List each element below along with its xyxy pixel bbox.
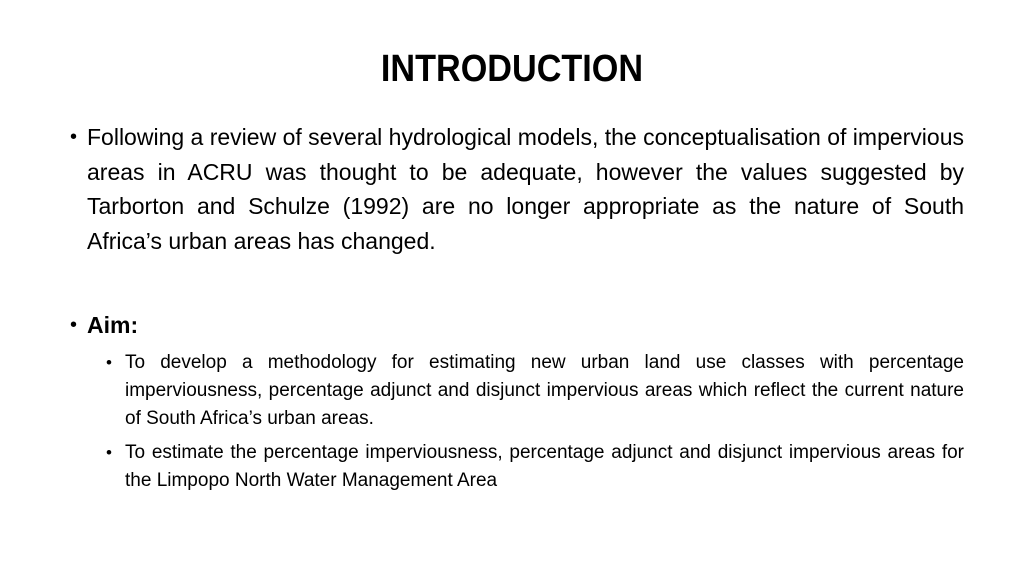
aim-label: Aim: [87, 312, 139, 338]
intro-bullet [70, 120, 964, 258]
slide-title: INTRODUCTION [380, 48, 644, 90]
intro-paragraph: Following a review of several hydrological models, the conceptualisation of impervious areas in ACRU was thought to be adequate, however the values suggested by Tarborton and Schulze (1992) are no longer appropriate as the nature of South Africa’s urban areas has changed. [87, 124, 964, 254]
aim-section [70, 308, 964, 495]
aim-item-text: To estimate the percentage imperviousness, percentage adjunct and disjunct impervious areas for the Limpopo North Water Management Area [125, 441, 964, 491]
bullet-icon: • [70, 126, 78, 148]
aim-item-text: To develop a methodology for estimating new urban land use classes with percentage imperviousness, percentage adjunct and disjunct impervious areas which reflect the current nature of South Africa’s urban areas. [125, 351, 964, 429]
aim-item [106, 439, 964, 495]
aim-sub-list [106, 349, 964, 495]
slide-content [70, 120, 964, 501]
bullet-icon: • [70, 314, 78, 336]
sub-bullet-icon: • [106, 352, 112, 372]
sub-bullet-icon: • [106, 442, 112, 462]
aim-item [106, 349, 964, 433]
aim-bullet [70, 308, 964, 343]
